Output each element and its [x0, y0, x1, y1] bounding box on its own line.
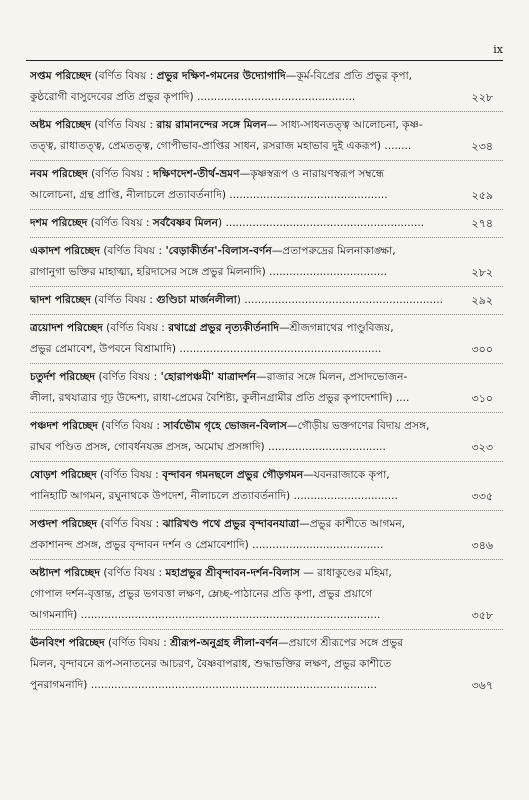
entry-continuation-line: লীলা, রথযাত্রার গূঢ় উদ্দেশ্য, রাধা-প্রেমের বৈশিষ্ট্য, কুলীনগ্রামীর প্রতি প্রভুর কৃপাদেশাদি) ....: [30, 392, 410, 404]
chapter-title: সপ্তদশ পরিচ্ছেদ: [30, 518, 98, 530]
entry-continuation-line: মিলন, বৃন্দাবনে রূপ-সনাতনের আচরণ, বৈষ্ণবাপরাধ, শুদ্ধাভক্তির লক্ষণ, প্রভুর কাশীতে: [30, 658, 392, 670]
entry-label: (বর্ণিত বিষয় :: [102, 322, 169, 334]
entry-continuation-line: আগমনাদি) .........................................................................................: [30, 609, 381, 621]
entry-first-line: [30, 318, 503, 339]
chapter-title: ত্রয়োদশ পরিচ্ছেদ: [30, 322, 103, 334]
entry-divider: [30, 160, 503, 161]
entry-continuation-line: রাগানুগা ভক্তির মাহাত্ম্য, হরিদাসের সঙ্গে প্রভুর মিলনাদি) ...................................: [30, 266, 387, 278]
entry-first-line: [30, 514, 503, 535]
entry-divider: [30, 111, 503, 112]
entry-page-number: ২৮২: [471, 266, 493, 279]
entry-continuation-line: গোপাল দর্শন-বৃত্তান্ত, প্রভুর ভগবত্তা লক্ষণ, ম্লেচ্ছ-পাঠানের প্রতি কৃপা, প্রভুর প্রয়াগে: [30, 588, 373, 600]
entry-label: (বর্ণিত বিষয় :: [91, 119, 157, 131]
entry-label: (বর্ণিত বিষয় :: [87, 168, 154, 180]
entry-label: (বর্ণিত বিষয় :: [87, 217, 153, 229]
entry-page-number: ৩৫৮: [471, 609, 493, 622]
entry-topic: বৃন্দাবন গমনছলে প্রভুর গৌড়গমন: [162, 469, 304, 481]
entry-page-number: ৩১০: [471, 392, 493, 405]
chapter-title: দশম পরিচ্ছেদ: [30, 217, 88, 229]
entry-first-line: [30, 367, 503, 388]
entry-first-line: [30, 241, 503, 262]
toc-entry: [30, 633, 503, 696]
toc-entry: [30, 514, 503, 556]
entry-topic: রায় রামানন্দের সঙ্গে মিলন: [156, 119, 267, 131]
entry-label: (বর্ণিত বিষয় :: [96, 469, 163, 481]
entry-first-line: [30, 213, 503, 234]
entry-continuation-line: তত্ত্ব, রাধাতত্ত্ব, প্রেমতত্ত্ব, গোপীভাব-প্রাপ্তির সাধন, রসরাজ মহাভাব দুই একরূপ) ........: [30, 140, 412, 152]
entry-topic: রথাগ্রে প্রভুর নৃত্যকীর্তনাদি: [168, 322, 279, 334]
entry-continuation-line: পুনরাগমনাদি) .....................................................................................: [30, 679, 377, 691]
chapter-title: নবম পরিচ্ছেদ: [30, 168, 88, 180]
entry-topic: 'বেড়াকীর্তন'-বিলাস-বর্ণন: [165, 245, 272, 257]
toc-entry: [30, 290, 503, 311]
entry-divider: [30, 209, 503, 210]
entry-description: —শ্রীজগন্নাথের পাণ্ডুবিজয়,: [278, 322, 394, 334]
entry-label: (বর্ণিত বিষয় :: [97, 420, 164, 432]
entry-continuation-line: প্রকাশানন্দ প্রসঙ্গ, প্রভুর বৃন্দাবন দর্শন ও প্রেমাবেশাদি) .......................................: [30, 539, 384, 551]
entry-topic: 'হোরাপঞ্চমী' যাত্রাদর্শন: [160, 371, 257, 383]
entry-first-line: [30, 416, 503, 437]
chapter-title: সপ্তম পরিচ্ছেদ: [30, 70, 92, 82]
entry-page-number: ৩৩৫: [471, 490, 493, 503]
entry-divider: [30, 237, 503, 238]
entry-divider: [30, 510, 503, 511]
chapter-title: অষ্টম পরিচ্ছেদ: [30, 119, 91, 131]
entry-continuation-line: পানিহাটি আগমন, রঘুনাথকে উপদেশ, নীলাচলে প্রত্যাবর্তনাদি) ...............................: [30, 490, 398, 502]
entry-topic: মহাপ্রভুর শ্রীবৃন্দাবন-দর্শন-বিলাস: [165, 567, 300, 579]
entry-label: (বর্ণিত বিষয় :: [99, 245, 166, 257]
entry-divider: [30, 629, 503, 630]
entry-description: —রাজার সঙ্গে মিলন, প্রসাদভোজন-: [256, 371, 408, 383]
entry-description: —গৌড়ীয় ভক্তগণের বিদায় প্রসঙ্গ,: [286, 420, 430, 432]
entry-page-number: ২৩৪: [471, 140, 493, 153]
entry-topic: সর্ববৈষ্ণব মিলন: [152, 217, 218, 229]
toc-entry: [30, 213, 503, 234]
entry-continuation-line: আলোচনা, গ্রন্থ প্রাপ্তি, নীলাচলে প্রত্যাবর্তনাদি) ...............................................: [30, 189, 388, 201]
entry-topic: ঝারিখণ্ড পথে প্রভুর বৃন্দাবনযাত্রা: [162, 518, 300, 530]
entry-first-line: [30, 290, 503, 311]
entry-divider: [30, 286, 503, 287]
toc-entry: [30, 318, 503, 360]
entry-page-number: ৩২৩: [471, 441, 493, 454]
entry-continuation-line: কুষ্ঠরোগী বাসুদেবের প্রতি প্রভুর কৃপাদি) ...............................................: [30, 91, 356, 103]
entry-description: —কৃষ্ণস্বরূপ ও নারায়ণস্বরূপ সম্বন্ধে: [239, 168, 385, 180]
toc-entry: [30, 241, 503, 283]
toc-entry: [30, 416, 503, 458]
entry-label: (বর্ণিত বিষয় :: [97, 518, 163, 530]
entry-continuation-line: রাঘব পণ্ডিত প্রসঙ্গ, গোবর্ধনযজ্ঞ প্রসঙ্গ, অমোঘ প্রসঙ্গাদি) ...................................: [30, 441, 386, 453]
entry-first-line: [30, 563, 503, 584]
toc-entry: [30, 563, 503, 626]
entry-page-number: ২৯২: [471, 294, 493, 307]
header-rule: [26, 60, 503, 61]
entry-description: —প্রয়াগে শ্রীরূপের সঙ্গে প্রভুর: [278, 637, 404, 649]
entry-divider: [30, 559, 503, 560]
chapter-title: দ্বাদশ পরিচ্ছেদ: [30, 294, 91, 306]
entry-description: —প্রতাপরুদ্রের মিলনাকাঙ্ক্ষা,: [271, 245, 396, 257]
entry-label: (বর্ণিত বিষয় :: [95, 371, 161, 383]
chapter-title: অষ্টাদশ পরিচ্ছেদ: [30, 567, 101, 579]
entry-first-line: [30, 633, 503, 654]
toc-entry: [30, 66, 503, 108]
toc-entry: [30, 164, 503, 206]
entry-description: — রাধাকুণ্ডের মহিমা,: [299, 567, 392, 579]
entry-label: (বর্ণিত বিষয় :: [90, 294, 157, 306]
entry-page-number: ৩৬৭: [471, 679, 493, 692]
chapter-title: ঊনবিংশ পরিচ্ছেদ: [30, 637, 105, 649]
entry-label: (বর্ণিত বিষয় :: [104, 637, 171, 649]
entry-topic: গুণ্ডিচা মার্জনলীলা: [156, 294, 237, 306]
toc-entry: [30, 115, 503, 157]
entry-divider: [30, 314, 503, 315]
toc-entry: [30, 367, 503, 409]
entry-divider: [30, 412, 503, 413]
entry-page-number: ৩০০: [471, 343, 493, 356]
entry-first-line: [30, 164, 503, 185]
entry-page-number: ২৫৯: [471, 189, 493, 202]
entry-continuation-line: প্রভুর প্রেমাবেশ, উপবনে বিশ্রামাদি) ............................................................: [30, 343, 382, 355]
entry-topic: সার্বভৌম গৃহে ভোজন-বিলাস: [163, 420, 287, 432]
entry-topic: প্রভুর দক্ষিণ-গমনের উদ্যোগাদি: [156, 70, 286, 82]
entry-divider: [30, 461, 503, 462]
entry-description: ) ...........................................................: [236, 294, 443, 306]
chapter-title: পঞ্চদশ পরিচ্ছেদ: [30, 420, 98, 432]
entry-first-line: [30, 66, 503, 87]
entry-page-number: ২৭৪: [471, 217, 493, 230]
table-of-contents: [30, 66, 503, 696]
toc-entry: [30, 465, 503, 507]
entry-first-line: [30, 115, 503, 136]
entry-divider: [30, 363, 503, 364]
entry-topic: দক্ষিণদেশ-তীর্থ-ভ্রমণ: [153, 168, 240, 180]
entry-label: (বর্ণিত বিষয় :: [91, 70, 157, 82]
entry-description: —কূর্ম-বিপ্রের প্রতি প্রভুর কৃপা,: [285, 70, 413, 82]
entry-description: —যবনরাজাকে কৃপা,: [303, 469, 390, 481]
entry-topic: শ্রীরূপ-অনুগ্রহ লীলা-বর্ণন: [170, 637, 279, 649]
chapter-title: চতুর্দশ পরিচ্ছেদ: [30, 371, 96, 383]
entry-description: ) ...........................................................: [217, 217, 425, 229]
chapter-title: ষোড়শ পরিচ্ছেদ: [30, 469, 97, 481]
entry-description: —প্রভুর কাশীতে আগমন,: [299, 518, 406, 530]
entry-first-line: [30, 465, 503, 486]
entry-page-number: ২২৮: [471, 91, 493, 104]
entry-label: (বর্ণিত বিষয় :: [100, 567, 166, 579]
chapter-title: একাদশ পরিচ্ছেদ: [30, 245, 100, 257]
entry-description: — সাধ্য-সাধনতত্ত্ব আলোচনা, কৃষ্ণ-: [266, 119, 423, 131]
page-number: ix: [493, 43, 503, 56]
entry-page-number: ৩৪৬: [471, 539, 493, 552]
